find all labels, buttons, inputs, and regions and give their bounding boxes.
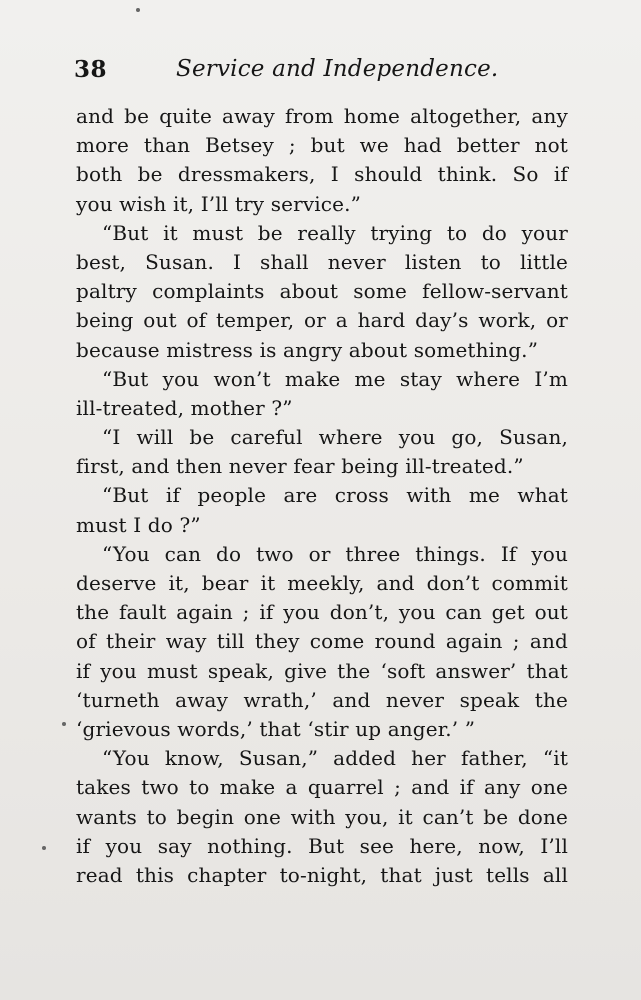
text-line: ill-treated, mother ?” <box>76 395 293 420</box>
text-line: “I will be careful where you go, Susan, <box>102 425 568 450</box>
text-line: “But if people are cross with me what <box>102 483 568 508</box>
text-line: “But you won’t make me stay where I’m <box>102 366 568 391</box>
text-line: “You know, Susan,” added her father, “it <box>102 746 568 771</box>
text-line: ‘grievous words,’ that ‘stir up anger.’ ” <box>76 716 476 741</box>
text-line: takes two to make a quarrel ; and if any one <box>76 775 568 800</box>
text-line: ‘turneth away wrath,’ and never speak the <box>76 687 568 712</box>
text-line: deserve it, bear it meekly, and don’t commit <box>76 571 568 595</box>
text-line: wants to begin one with you, it can’t be done <box>76 804 568 829</box>
text-line: and be quite away from home altogether, any <box>76 104 568 128</box>
running-title: Service and Independence. <box>176 56 499 82</box>
text-line: because mistress is angry about something.” <box>76 337 539 362</box>
text-line: must I do ?” <box>76 512 201 537</box>
print-speck <box>62 722 66 726</box>
text-line: “You can do two or three things. If you <box>102 541 568 566</box>
text-line: best, Susan. I shall never listen to little <box>76 249 568 274</box>
text-line: first, and then never fear being ill-treated.” <box>76 454 524 479</box>
text-line: “But it must be really trying to do your <box>102 220 568 245</box>
text-line: if you must speak, give the ‘soft answer’ that <box>76 658 568 683</box>
text-line: read this chapter to-night, that just tells all <box>76 862 568 887</box>
text-line: more than Betsey ; but we had better not <box>76 133 568 158</box>
text-line: you wish it, I’ll try service.” <box>76 191 362 216</box>
body-text <box>76 102 568 890</box>
text-line: paltry complaints about some fellow-servant <box>76 279 568 304</box>
text-line: being out of temper, or a hard day’s work, or <box>76 308 568 333</box>
print-speck <box>136 8 140 12</box>
text-line: if you say nothing. But see here, now, I’ll <box>76 833 568 858</box>
text-line: of their way till they come round again ; and <box>76 629 568 654</box>
page-header <box>74 56 569 90</box>
print-speck <box>42 846 46 850</box>
text-line: both be dressmakers, I should think. So if <box>76 162 568 187</box>
page-number: 38 <box>74 56 108 83</box>
text-line: the fault again ; if you don’t, you can get out <box>76 600 568 625</box>
